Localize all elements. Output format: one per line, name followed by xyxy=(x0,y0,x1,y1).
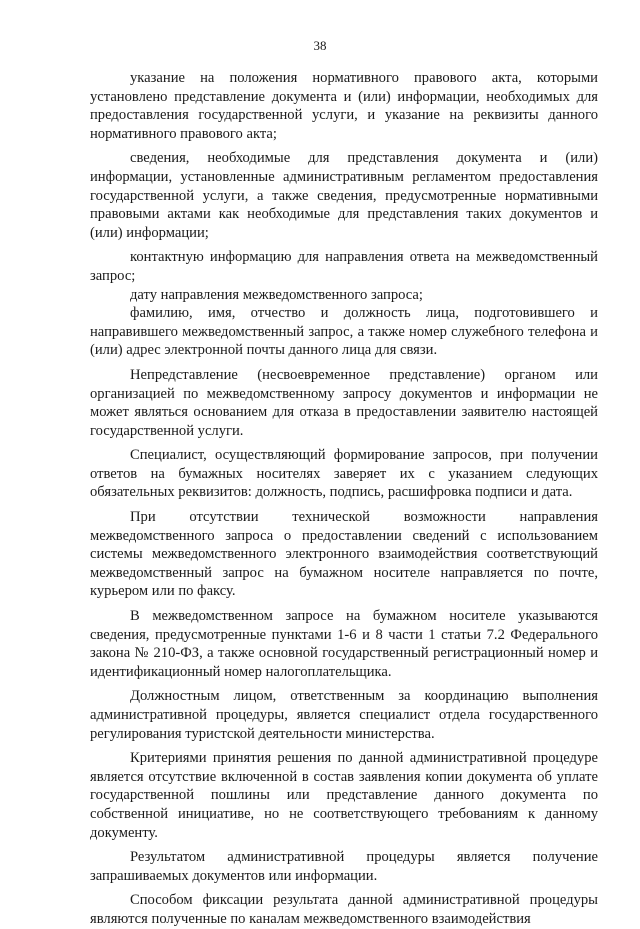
paragraph-no-technical-possibility: При отсутствии технической возможности направления межведомственного запроса о предоставлении сведений с использованием системы межведомственного электронного взаимодействия соответствующий межведомственный запрос на бумажном носителе направляется по почте, курьером или по факсу. xyxy=(90,509,598,600)
paragraph-procedure-result: Результатом административной процедуры является получение запрашиваемых документов или информации. xyxy=(90,849,598,884)
paragraph-required-information: сведения, необходимые для представления документа и (или) информации, установленные административным регламентом предоставления государственной услуги, а также сведения, предусмотренные нормативными правовыми актами как необходимые для представления таких документов и (или) информации; xyxy=(90,150,598,241)
paragraph-paper-responses: Специалист, осуществляющий формирование запросов, при получении ответов на бумажных носителях заверяет их с указанием следующих обязательных реквизитов: должность, подпись, расшифровка подписи и дата. xyxy=(90,447,598,501)
paragraph-request-date: дату направления межведомственного запроса; xyxy=(130,286,423,303)
paragraph-responsible-person: фамилию, имя, отчество и должность лица, подготовившего и направившего межведомственный запрос, а также номер служебного телефона и (или) адрес электронной почты данного лица для связи. xyxy=(90,305,598,359)
document-body xyxy=(90,69,598,929)
paragraph-contact-information: контактную информацию для направления ответа на межведомственный запрос; xyxy=(90,249,598,284)
paragraph-result-recording: Способом фиксации результата данной административной процедуры являются полученные по каналам межведомственного взаимодействия xyxy=(90,892,598,927)
paragraph-non-submission: Непредставление (несвоевременное представление) органом или организацией по межведомственному запросу документов и информации не может являться основанием для отказа в предоставлении заявителю настоящей государственной услуги. xyxy=(90,366,598,439)
paragraph-paper-request-details: В межведомственном запросе на бумажном носителе указываются сведения, предусмотренные пунктами 1-6 и 8 части 1 статьи 7.2 Федерального закона № 210-ФЗ, а также основной государственный регистрационный номер и идентификационный номер налогоплательщика. xyxy=(90,608,598,680)
paragraph-legal-act-reference: указание на положения нормативного правового акта, которыми установлено представление документа и (или) информации, необходимых для предоставления государственной услуги, и указание на реквизиты данного нормативного правового акта; xyxy=(90,70,598,142)
paragraph-responsible-official: Должностным лицом, ответственным за координацию выполнения административной процедуры, является специалист отдела государственного регулирования туристской деятельности министерства. xyxy=(90,688,598,742)
paragraph-decision-criteria: Критериями принятия решения по данной административной процедуре является отсутствие включенной в состав заявления копии документа об уплате государственной пошлины или представление данного документа по собственной инициативе, но не соответствующего требованиям к данному документу. xyxy=(90,750,598,841)
page-number: 38 xyxy=(313,38,327,53)
